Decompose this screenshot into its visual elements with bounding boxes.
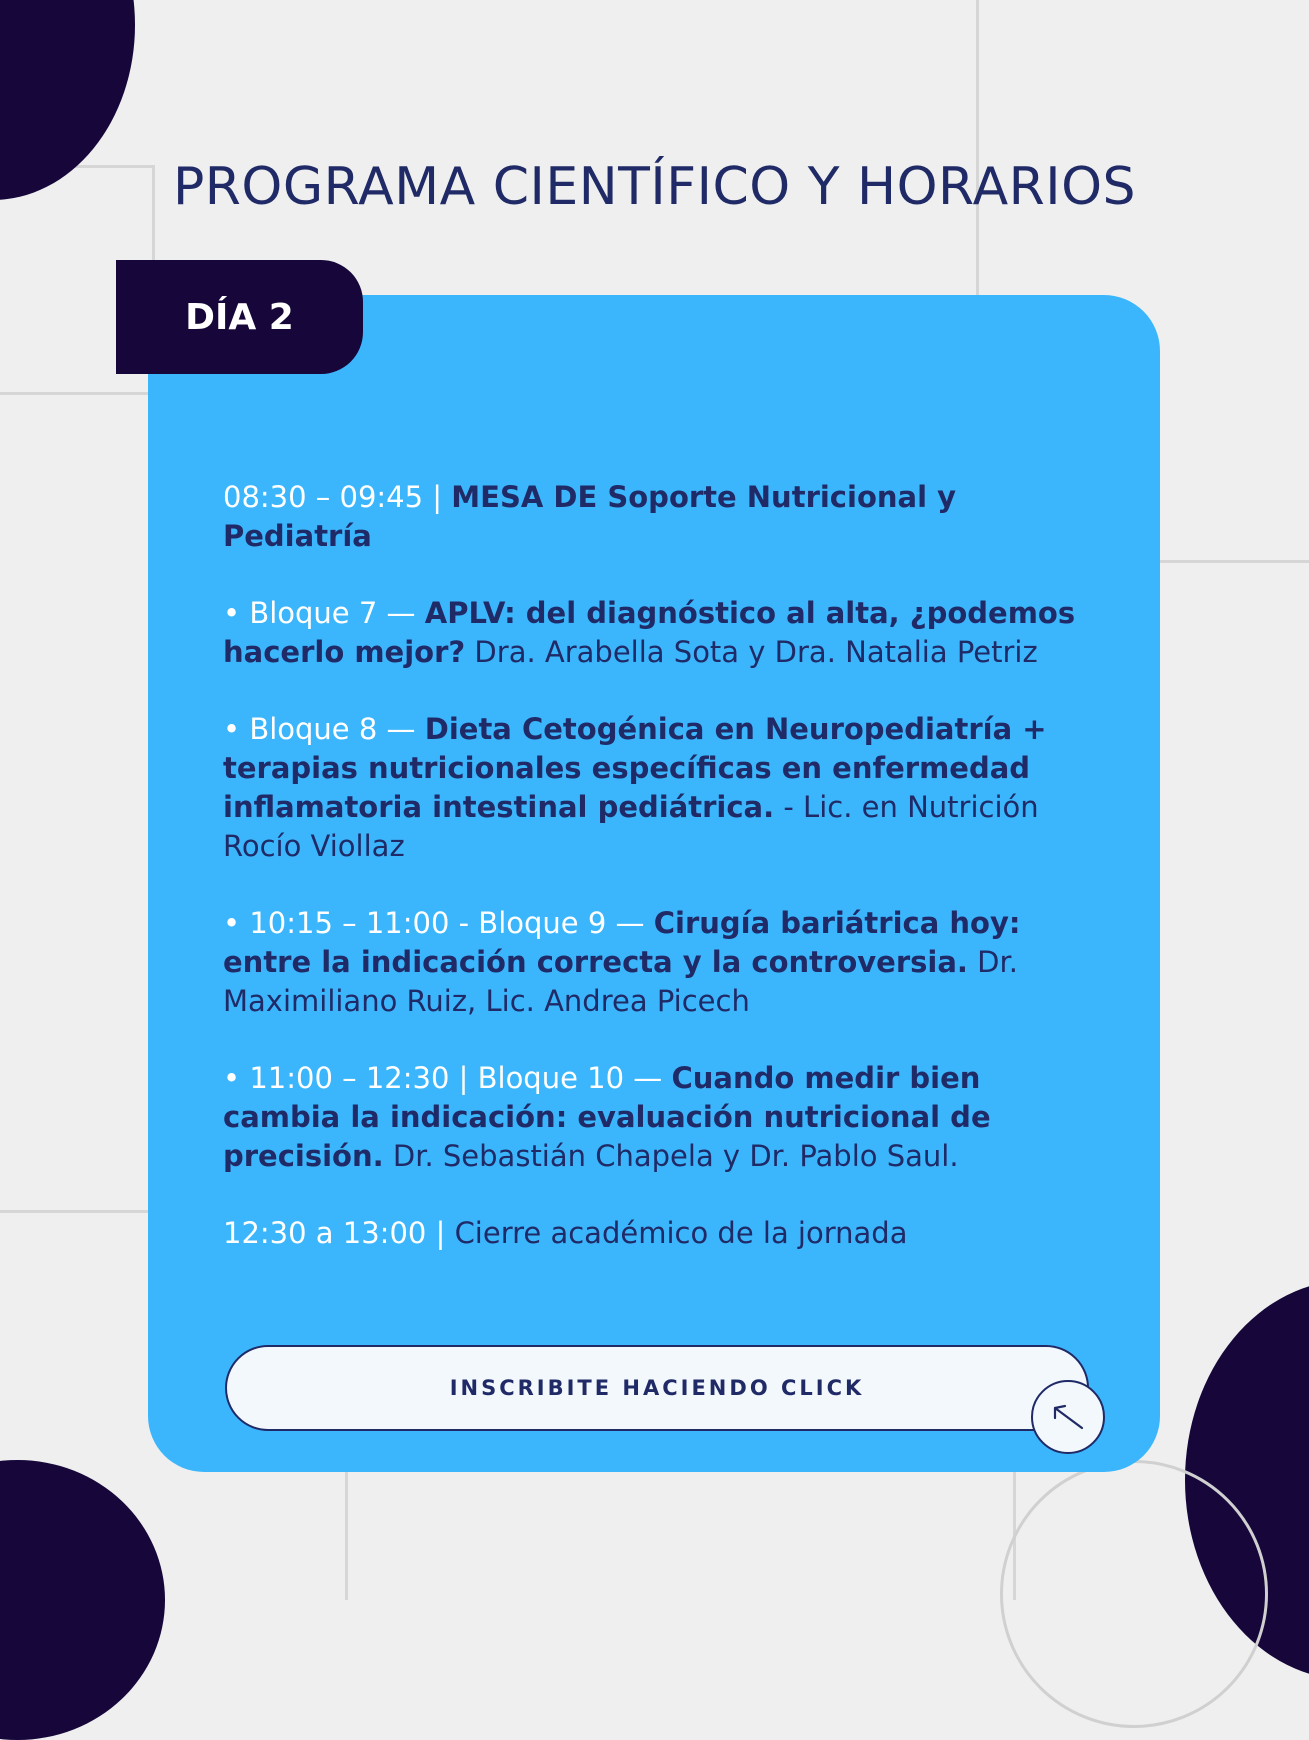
item-title: Cuando medir bien cambia la indicación: evaluación nutricional de precisión. (223, 1061, 991, 1173)
arrow-up-left-icon (1049, 1398, 1087, 1436)
decorative-circle (0, 1460, 165, 1740)
program-item (223, 478, 1103, 556)
item-speakers: Dra. Arabella Sota y Dra. Natalia Petriz (465, 635, 1038, 669)
item-speakers: Dr. Sebastián Chapela y Dr. Pablo Saul. (383, 1139, 959, 1173)
grid-line (1160, 560, 1309, 563)
grid-line (0, 392, 155, 395)
signup-arrow-button[interactable] (1031, 1380, 1105, 1454)
item-title: APLV: del diagnóstico al alta, ¿podemos hacerlo mejor? (223, 596, 1076, 669)
signup-button-label: INSCRIBITE HACIENDO CLICK (449, 1376, 865, 1400)
item-block: • 11:00 – 12:30 | Bloque 10 — (223, 1061, 672, 1095)
item-block: • Bloque 8 — (223, 712, 425, 746)
item-time: 12:30 a 13:00 | (223, 1216, 455, 1250)
program-list (223, 478, 1103, 1291)
item-title: Dieta Cetogénica en Neuropediatría + terapias nutricionales específicas en enfermedad inflamatoria intestinal pediátrica. (223, 712, 1047, 824)
item-block: • Bloque 7 — (223, 596, 425, 630)
grid-line (0, 1210, 148, 1213)
day-tab (116, 260, 363, 374)
signup-button[interactable] (225, 1345, 1089, 1431)
program-item (223, 710, 1103, 866)
grid-line (345, 1470, 348, 1600)
item-speakers: Dr. Maximiliano Ruiz, Lic. Andrea Picech (223, 945, 1018, 1018)
grid-line (976, 0, 979, 300)
day-label: DÍA 2 (185, 296, 294, 338)
item-title: MESA DE Soporte Nutricional y Pediatría (223, 480, 957, 553)
item-title: Cirugía bariátrica hoy: entre la indicación correcta y la controversia. (223, 906, 1021, 979)
item-block: • 10:15 – 11:00 - Bloque 9 — (223, 906, 654, 940)
program-item (223, 594, 1103, 672)
item-time: 08:30 – 09:45 | (223, 480, 452, 514)
item-description: Cierre académico de la jornada (454, 1216, 908, 1250)
page-title: PROGRAMA CIENTÍFICO Y HORARIOS (172, 157, 1137, 217)
program-item (223, 904, 1103, 1021)
program-item (223, 1059, 1103, 1176)
decorative-ring (1000, 1460, 1268, 1728)
program-item (223, 1214, 1103, 1253)
item-speakers: - Lic. en Nutrición Rocío Viollaz (223, 790, 1039, 863)
